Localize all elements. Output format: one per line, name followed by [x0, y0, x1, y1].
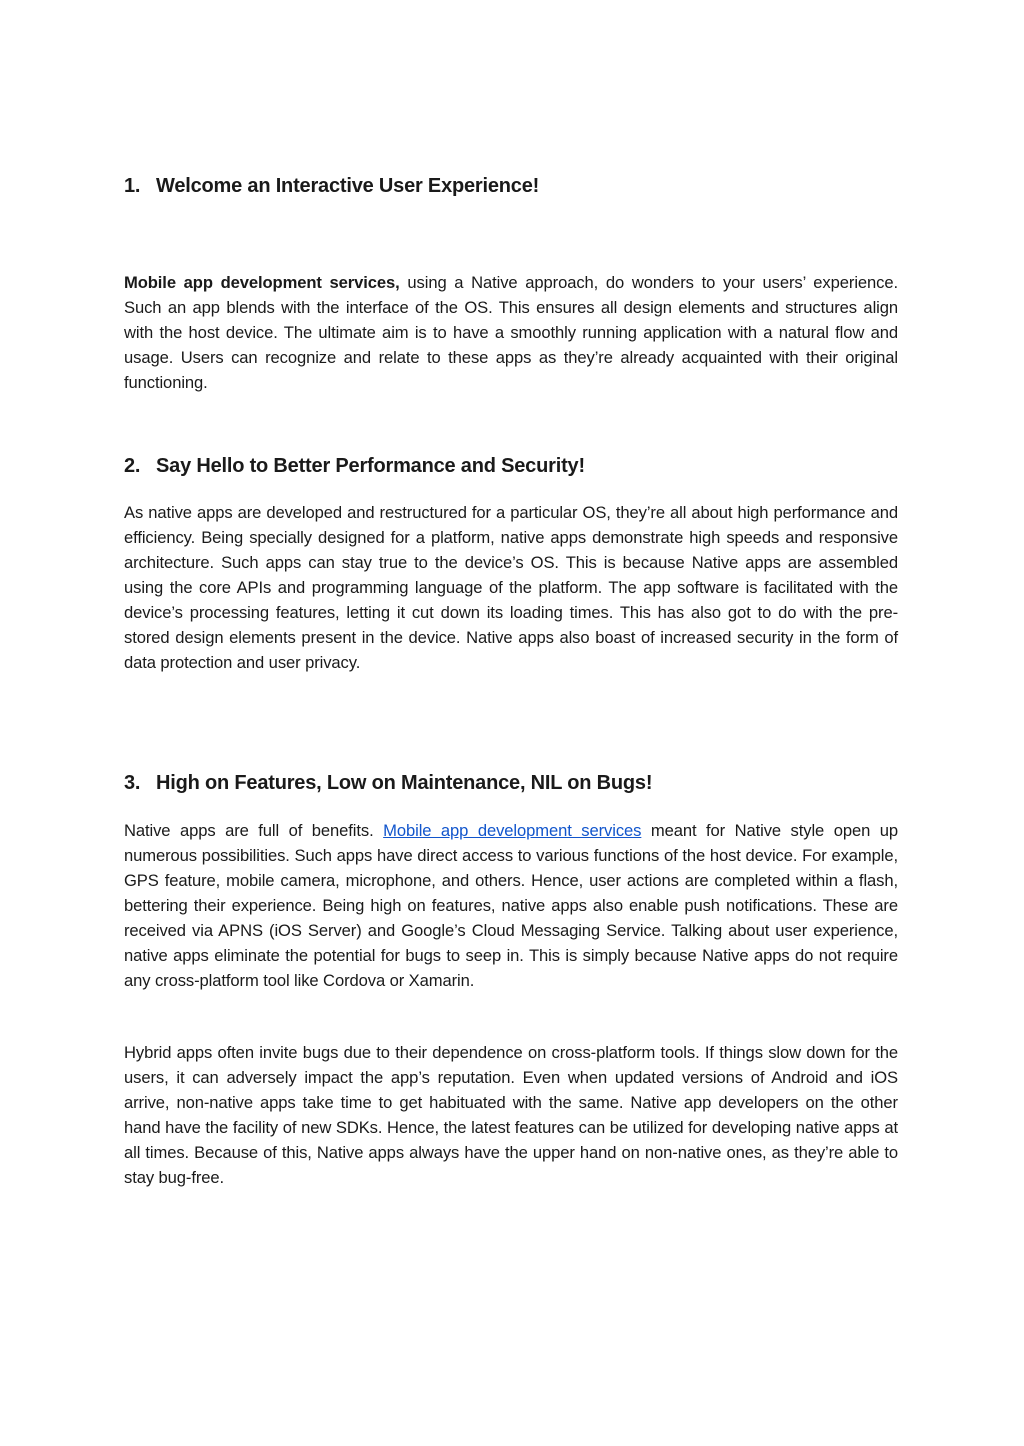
- section-2-heading: [124, 452, 898, 480]
- section-1-heading: [124, 172, 898, 200]
- section-1-title: Welcome an Interactive User Experience!: [156, 175, 540, 197]
- section-1-lead-bold: Mobile app development services,: [124, 273, 400, 292]
- section-3-body-text-2: Hybrid apps often invite bugs due to their dependence on cross-platform tools. If things slow down for the users, it can adversely impact the app’s reputation. Even when updated versions of Android and iOS arrive, non-native apps take time to get habituated with the same. Native app developers on the other hand have the facility of new SDKs. Hence, the latest features can be utilized for developing native apps at all times. Because of this, Native apps always have the upper hand on non-native ones, as they’re able to stay bug-free.: [124, 1043, 898, 1187]
- section-3-text-before-link: Native apps are full of benefits.: [124, 821, 384, 840]
- section-2-number: 2.: [124, 455, 141, 477]
- section-2-body-text: As native apps are developed and restructured for a particular OS, they’re all about high performance and efficiency. Being specially designed for a platform, native apps demonstrate high speeds and responsive architecture. Such apps can stay true to the device’s OS. This is because Native apps are assembled using the core APIs and programming language of the platform. The app software is facilitated with the device’s processing features, letting it cut down its loading times. This has also got to do with the pre-stored design elements present in the device. Native apps also boast of increased security in the form of data protection and user privacy.: [124, 503, 898, 672]
- mobile-app-development-services-link[interactable]: Mobile app development services: [383, 821, 642, 840]
- section-3-number: 3.: [124, 772, 141, 794]
- section-2-paragraph: [124, 500, 898, 675]
- section-3-text-after-link: meant for Native style open up numerous possibilities. Such apps have direct access to various functions of the host device. For example, GPS feature, mobile camera, microphone, and others. Hence, user actions are completed within a flash, bettering their experience. Being high on features, native apps also enable push notifications. These are received via APNS (iOS Server) and Google’s Cloud Messaging Service. Talking about user experience, native apps eliminate the potential for bugs to seep in. This is simply because Native apps do not require any cross-platform tool like Cordova or Xamarin.: [124, 821, 898, 990]
- section-1-body-text: using a Native approach, do wonders to your users’ experience. Such an app blends with the interface of the OS. This ensures all design elements and structures align with the host device. The ultimate aim is to have a smoothly running application with a natural flow and usage. Users can recognize and relate to these apps as they’re already acquainted with their original functioning.: [124, 273, 898, 392]
- section-1-number: 1.: [124, 175, 141, 197]
- section-1-paragraph: [124, 270, 898, 395]
- section-3-title: High on Features, Low on Maintenance, NIL on Bugs!: [156, 772, 653, 794]
- section-3-heading: [124, 769, 898, 797]
- section-3-paragraph-1: [124, 818, 898, 993]
- section-3-paragraph-2: [124, 1040, 898, 1190]
- section-2-title: Say Hello to Better Performance and Security!: [156, 455, 585, 477]
